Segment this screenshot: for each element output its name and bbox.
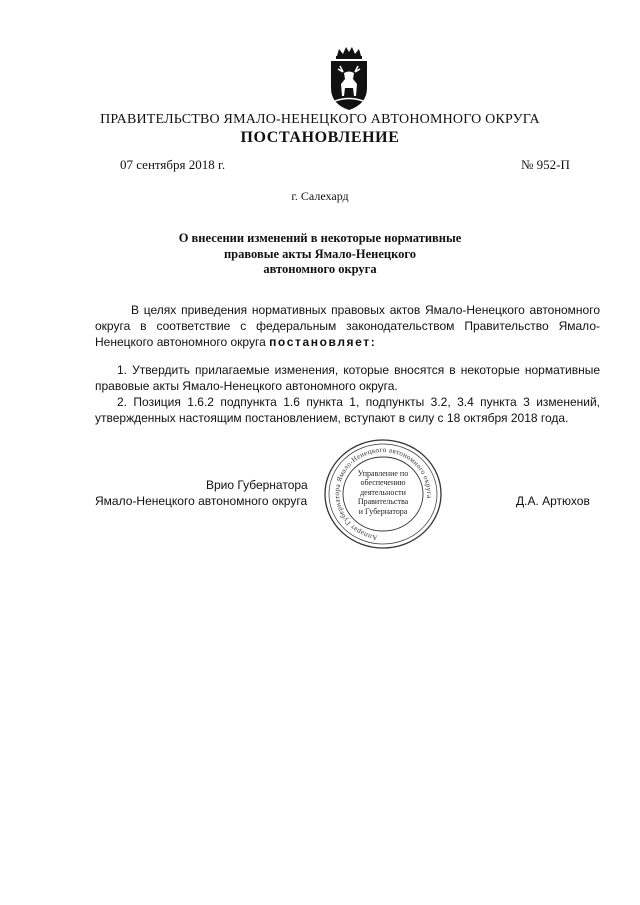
stamp-ring-text: Аппарат Губернатора Ямало-Ненецкого автономного округа (333, 445, 434, 542)
document-date: 07 сентября 2018 г. (120, 157, 226, 172)
signatory-name: Д.А. Артюхов (516, 494, 590, 508)
subject-line: О внесении изменений в некоторые нормативные (178, 231, 462, 245)
preamble-text: В целях приведения нормативных правовых актов Ямало-Ненецкого автономного округа в соответствие с федеральным законодательством Правительство Ямало-Ненецкого автономного округа (95, 303, 600, 349)
coat-of-arms-icon (327, 46, 371, 112)
document-city: г. Салехард (291, 189, 349, 203)
signatory-title-line1: Врио Губернатора (206, 478, 308, 492)
document-number: № 952-П (521, 157, 570, 172)
stamp-line: обеспечению (360, 478, 406, 488)
clause-2: 2. Позиция 1.6.2 подпункта 1.6 пункта 1, подпункты 3.2, 3.4 пункта 3 изменений, утвержденных настоящим постановлением, вступают в силу с 18 октября 2018 года. (95, 395, 600, 425)
resolves-keyword: постановляет: (269, 335, 377, 349)
stamp-line: Управление по (357, 469, 409, 478)
subject-line: правовые акты Ямало-Ненецкого (223, 246, 417, 261)
clause-1: 1. Утвердить прилагаемые изменения, которые вносятся в некоторые нормативные правовые акты Ямало-Ненецкого автономного округа. (95, 363, 600, 393)
organization-name: ПРАВИТЕЛЬСТВО ЯМАЛО-НЕНЕЦКОГО АВТОНОМНОГО ОКРУГА (100, 112, 540, 127)
document-type-title: ПОСТАНОВЛЕНИЕ (240, 129, 400, 146)
preamble-paragraph (95, 302, 600, 350)
stamp-center-text (344, 469, 422, 516)
stamp-line: Правительства (357, 497, 409, 507)
stamp-line: и Губернатора (358, 506, 408, 516)
signatory-title-line2: Ямало-Ненецкого автономного округа (95, 494, 308, 508)
subject-line: автономного округа (263, 262, 377, 276)
document-subject (160, 231, 480, 278)
stamp-line: деятельности (360, 487, 406, 497)
